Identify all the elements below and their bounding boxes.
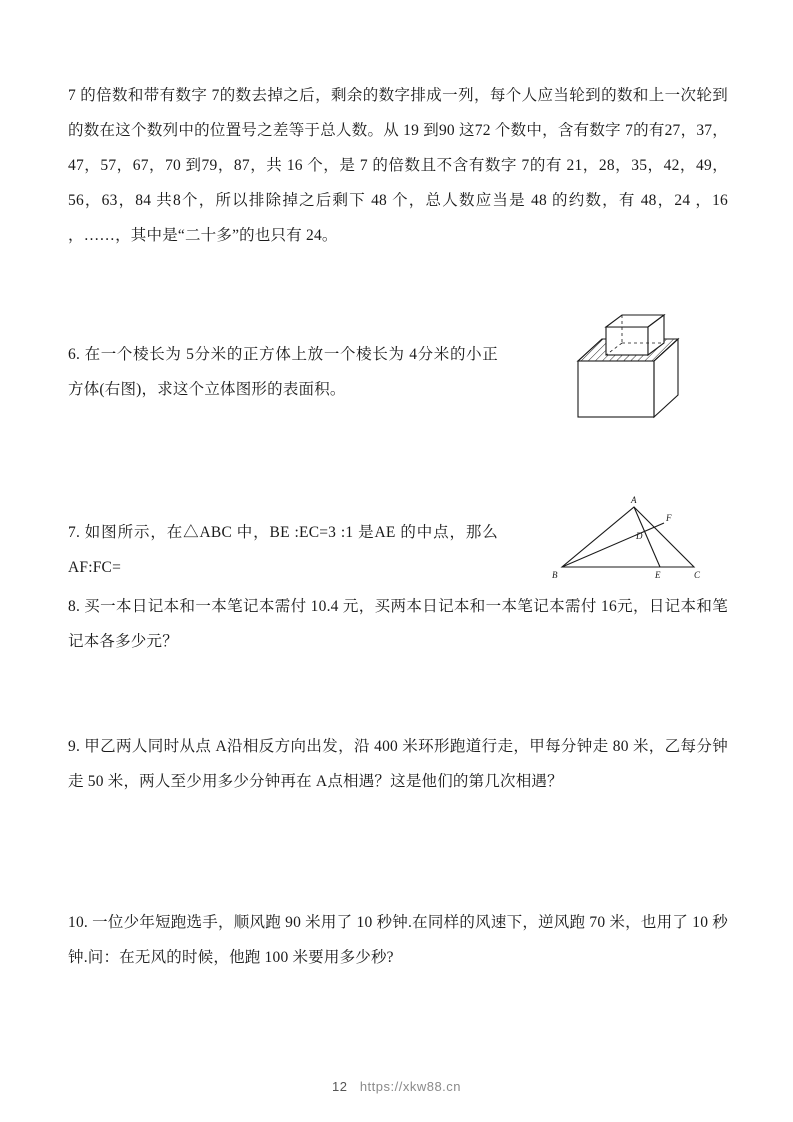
question-8-block [68, 589, 728, 659]
triangle-label-f: F [666, 513, 672, 523]
question-10-text: 10. 一位少年短跑选手，顺风跑 90 米用了 10 秒钟.在同样的风速下，逆风跑 70 米，也用了 10 秒钟.问：在无风的时候，他跑 100 米要用多少秒? [68, 914, 728, 966]
question-6-block [68, 311, 728, 431]
triangle-label-e: E [655, 570, 661, 580]
question-8-text: 8. 买一本日记本和一本笔记本需付 10.4 元，买两本日记本和一本笔记本需付 16元，日记本和笔记本各多少元？ [68, 598, 728, 650]
triangle-label-a: A [631, 495, 637, 505]
document-content [68, 78, 728, 975]
question-9-block [68, 729, 728, 799]
stacked-cubes-figure [560, 311, 720, 441]
triangle-label-c: C [694, 570, 701, 580]
triangle-label-d: D [636, 531, 643, 541]
question-9-text: 9. 甲乙两人同时从点 A沿相反方向出发，沿 400 米环形跑道行走，甲每分钟走 80 米，乙每分钟走 50 米，两人至少用多少分钟再在 A点相遇？这是他们的第几次相遇？ [68, 738, 728, 790]
question-10-block [68, 905, 728, 975]
footer-url: https://xkw88.cn [359, 1079, 462, 1094]
page-footer [0, 1079, 793, 1094]
triangle-label-b: B [552, 570, 558, 580]
question-7-text: 7. 如图所示，在△ABC 中，BE :EC=3 :1 是AE 的中点，那么 AF:FC= [68, 524, 498, 576]
question-6-text: 6. 在一个棱长为 5分米的正方体上放一个棱长为 4分米的小正方体(右图)，求这个立体图形的表面积。 [68, 346, 498, 398]
intro-paragraph: 7 的倍数和带有数字 7的数去掉之后，剩余的数字排成一列，每个人应当轮到的数和上一次轮到的数在这个数列中的位置号之差等于总人数。从 19 到90 这72 个数中，含有数字 7的有27，37，47，57，67，70 到79，87，共 16 个，是 7 的倍数且不含有数字 7的有 21，28，35，42，49，56，63，84 共8个，所以排除掉之后剩下 48 个，总人数应当是 48 的约数，有 48，24 ，16 ，……，其中是“二十多”的也只有 24。 [68, 87, 728, 244]
triangle-abc-figure [548, 493, 708, 593]
intro-block [68, 78, 728, 253]
question-7-block [68, 493, 728, 585]
page-number: 12 [331, 1079, 348, 1094]
